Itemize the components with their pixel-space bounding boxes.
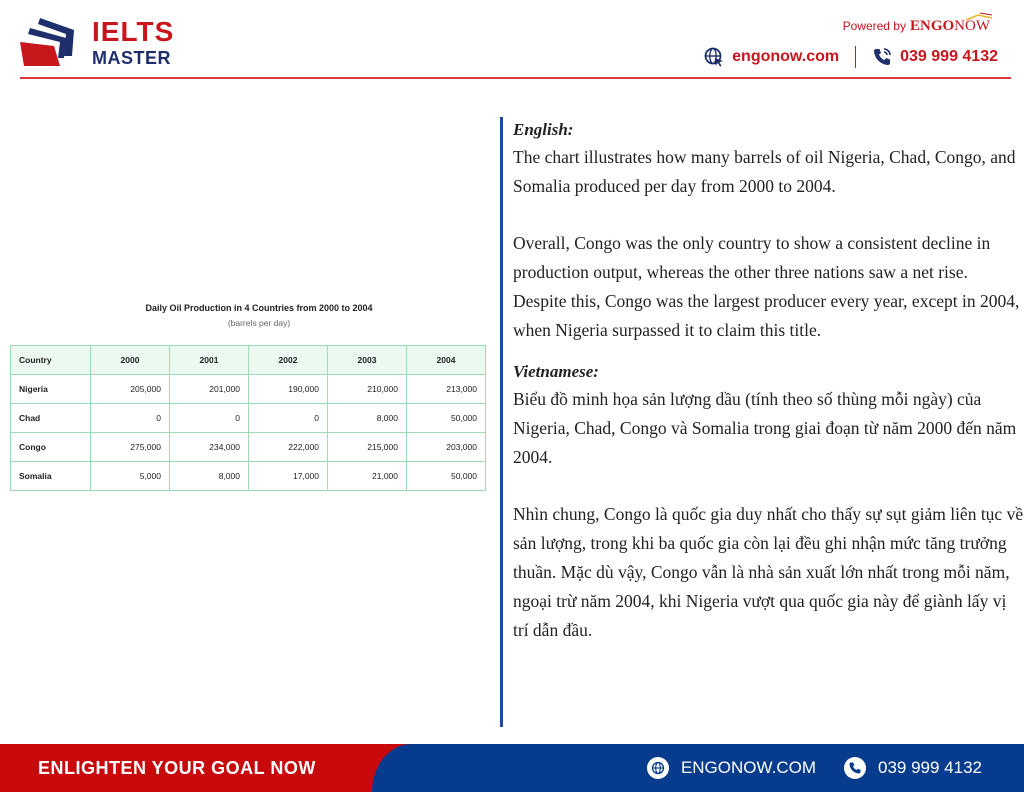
value-cell: 21,000 (328, 462, 407, 491)
powered-by (843, 18, 990, 35)
value-cell: 213,000 (407, 375, 486, 404)
powered-by-label: Powered by (842, 19, 906, 33)
header-contacts (704, 44, 998, 70)
value-cell: 234,000 (170, 433, 249, 462)
engonow-brand[interactable]: ENGONOW (909, 18, 990, 34)
value-cell: 17,000 (249, 462, 328, 491)
spark-icon (964, 12, 994, 22)
value-cell: 0 (91, 404, 170, 433)
vietnamese-overview: Nhìn chung, Congo là quốc gia duy nhất cho thấy sự sụt giảm liên tục về sản lượng, trong khi ba quốc gia còn lại đều ghi nhận mức tăng trưởng thuần. Mặc dù vậy, Congo vẫn là nhà sản xuất lớn nhất trong mỗi năm, ngoại trừ năm 2004, khi Nigeria vượt qua quốc gia này để giành lấy vị trí dẫn đầu. (513, 504, 1024, 640)
vietnamese-heading: Vietnamese: (513, 362, 599, 381)
globe-cursor-icon (704, 47, 724, 67)
value-cell: 205,000 (91, 375, 170, 404)
table-row (11, 462, 486, 491)
footer-website-link[interactable] (647, 757, 816, 779)
value-cell: 201,000 (170, 375, 249, 404)
logo-text-master: MASTER (92, 48, 171, 68)
page-footer (0, 744, 1024, 792)
footer-tagline: ENLIGHTEN YOUR GOAL NOW (38, 758, 316, 778)
contact-divider (855, 46, 856, 68)
country-cell: Nigeria (11, 375, 91, 404)
ielts-master-logo[interactable] (20, 14, 190, 70)
value-cell: 210,000 (328, 375, 407, 404)
english-overview: Overall, Congo was the only country to show a consistent decline in production output, whereas the other three nations saw a net rise. Despite this, Congo was the largest producer every year, except in 2004, when Nigeria surpassed it to claim this title. (513, 233, 1020, 340)
value-cell: 215,000 (328, 433, 407, 462)
english-heading: English: (513, 120, 574, 139)
header-website-link[interactable] (704, 47, 839, 67)
footer-phone-link[interactable] (844, 757, 982, 779)
book-logo-icon (20, 16, 84, 68)
column-header: 2001 (170, 346, 249, 375)
logo-text-ielts: IELTS (92, 16, 175, 47)
table-subtitle: (barrels per day) (227, 318, 291, 328)
value-cell: 222,000 (249, 433, 328, 462)
page-header (0, 0, 1024, 80)
header-website-text: engonow.com (732, 48, 840, 65)
header-divider (20, 77, 1011, 79)
column-header: 2003 (328, 346, 407, 375)
footer-contacts (647, 744, 982, 792)
table-header-row (11, 346, 486, 375)
country-cell: Somalia (11, 462, 91, 491)
footer-website-text: ENGONOW.COM (680, 758, 816, 777)
country-cell: Congo (11, 433, 91, 462)
footer-phone-text: 039 999 4132 (878, 758, 982, 777)
column-header: 2004 (407, 346, 486, 375)
value-cell: 50,000 (407, 404, 486, 433)
translation-panel (500, 117, 1024, 727)
value-cell: 50,000 (407, 462, 486, 491)
table-row (11, 375, 486, 404)
table-row (11, 404, 486, 433)
country-cell: Chad (11, 404, 91, 433)
header-phone-text: 039 999 4132 (900, 48, 998, 65)
value-cell: 203,000 (407, 433, 486, 462)
phone-icon (872, 47, 892, 67)
globe-icon (647, 757, 669, 779)
oil-production-table-figure (10, 303, 488, 491)
value-cell: 0 (170, 404, 249, 433)
header-phone-link[interactable] (872, 47, 998, 67)
value-cell: 8,000 (328, 404, 407, 433)
oil-production-table (10, 345, 486, 491)
value-cell: 8,000 (170, 462, 249, 491)
column-header: 2000 (91, 346, 170, 375)
value-cell: 0 (249, 404, 328, 433)
table-title: Daily Oil Production in 4 Countries from 2000 to 2004 (145, 303, 373, 313)
column-header: 2002 (249, 346, 328, 375)
value-cell: 275,000 (91, 433, 170, 462)
table-row (11, 433, 486, 462)
column-header: Country (11, 346, 91, 375)
value-cell: 5,000 (91, 462, 170, 491)
value-cell: 190,000 (249, 375, 328, 404)
vietnamese-intro: Biểu đồ minh họa sản lượng dầu (tính theo số thùng mỗi ngày) của Nigeria, Chad, Congo và Somalia trong giai đoạn từ năm 2000 đến năm 2004. (513, 389, 1017, 467)
phone-icon (844, 757, 866, 779)
english-intro: The chart illustrates how many barrels of oil Nigeria, Chad, Congo, and Somalia produced per day from 2000 to 2004. (513, 147, 1016, 196)
